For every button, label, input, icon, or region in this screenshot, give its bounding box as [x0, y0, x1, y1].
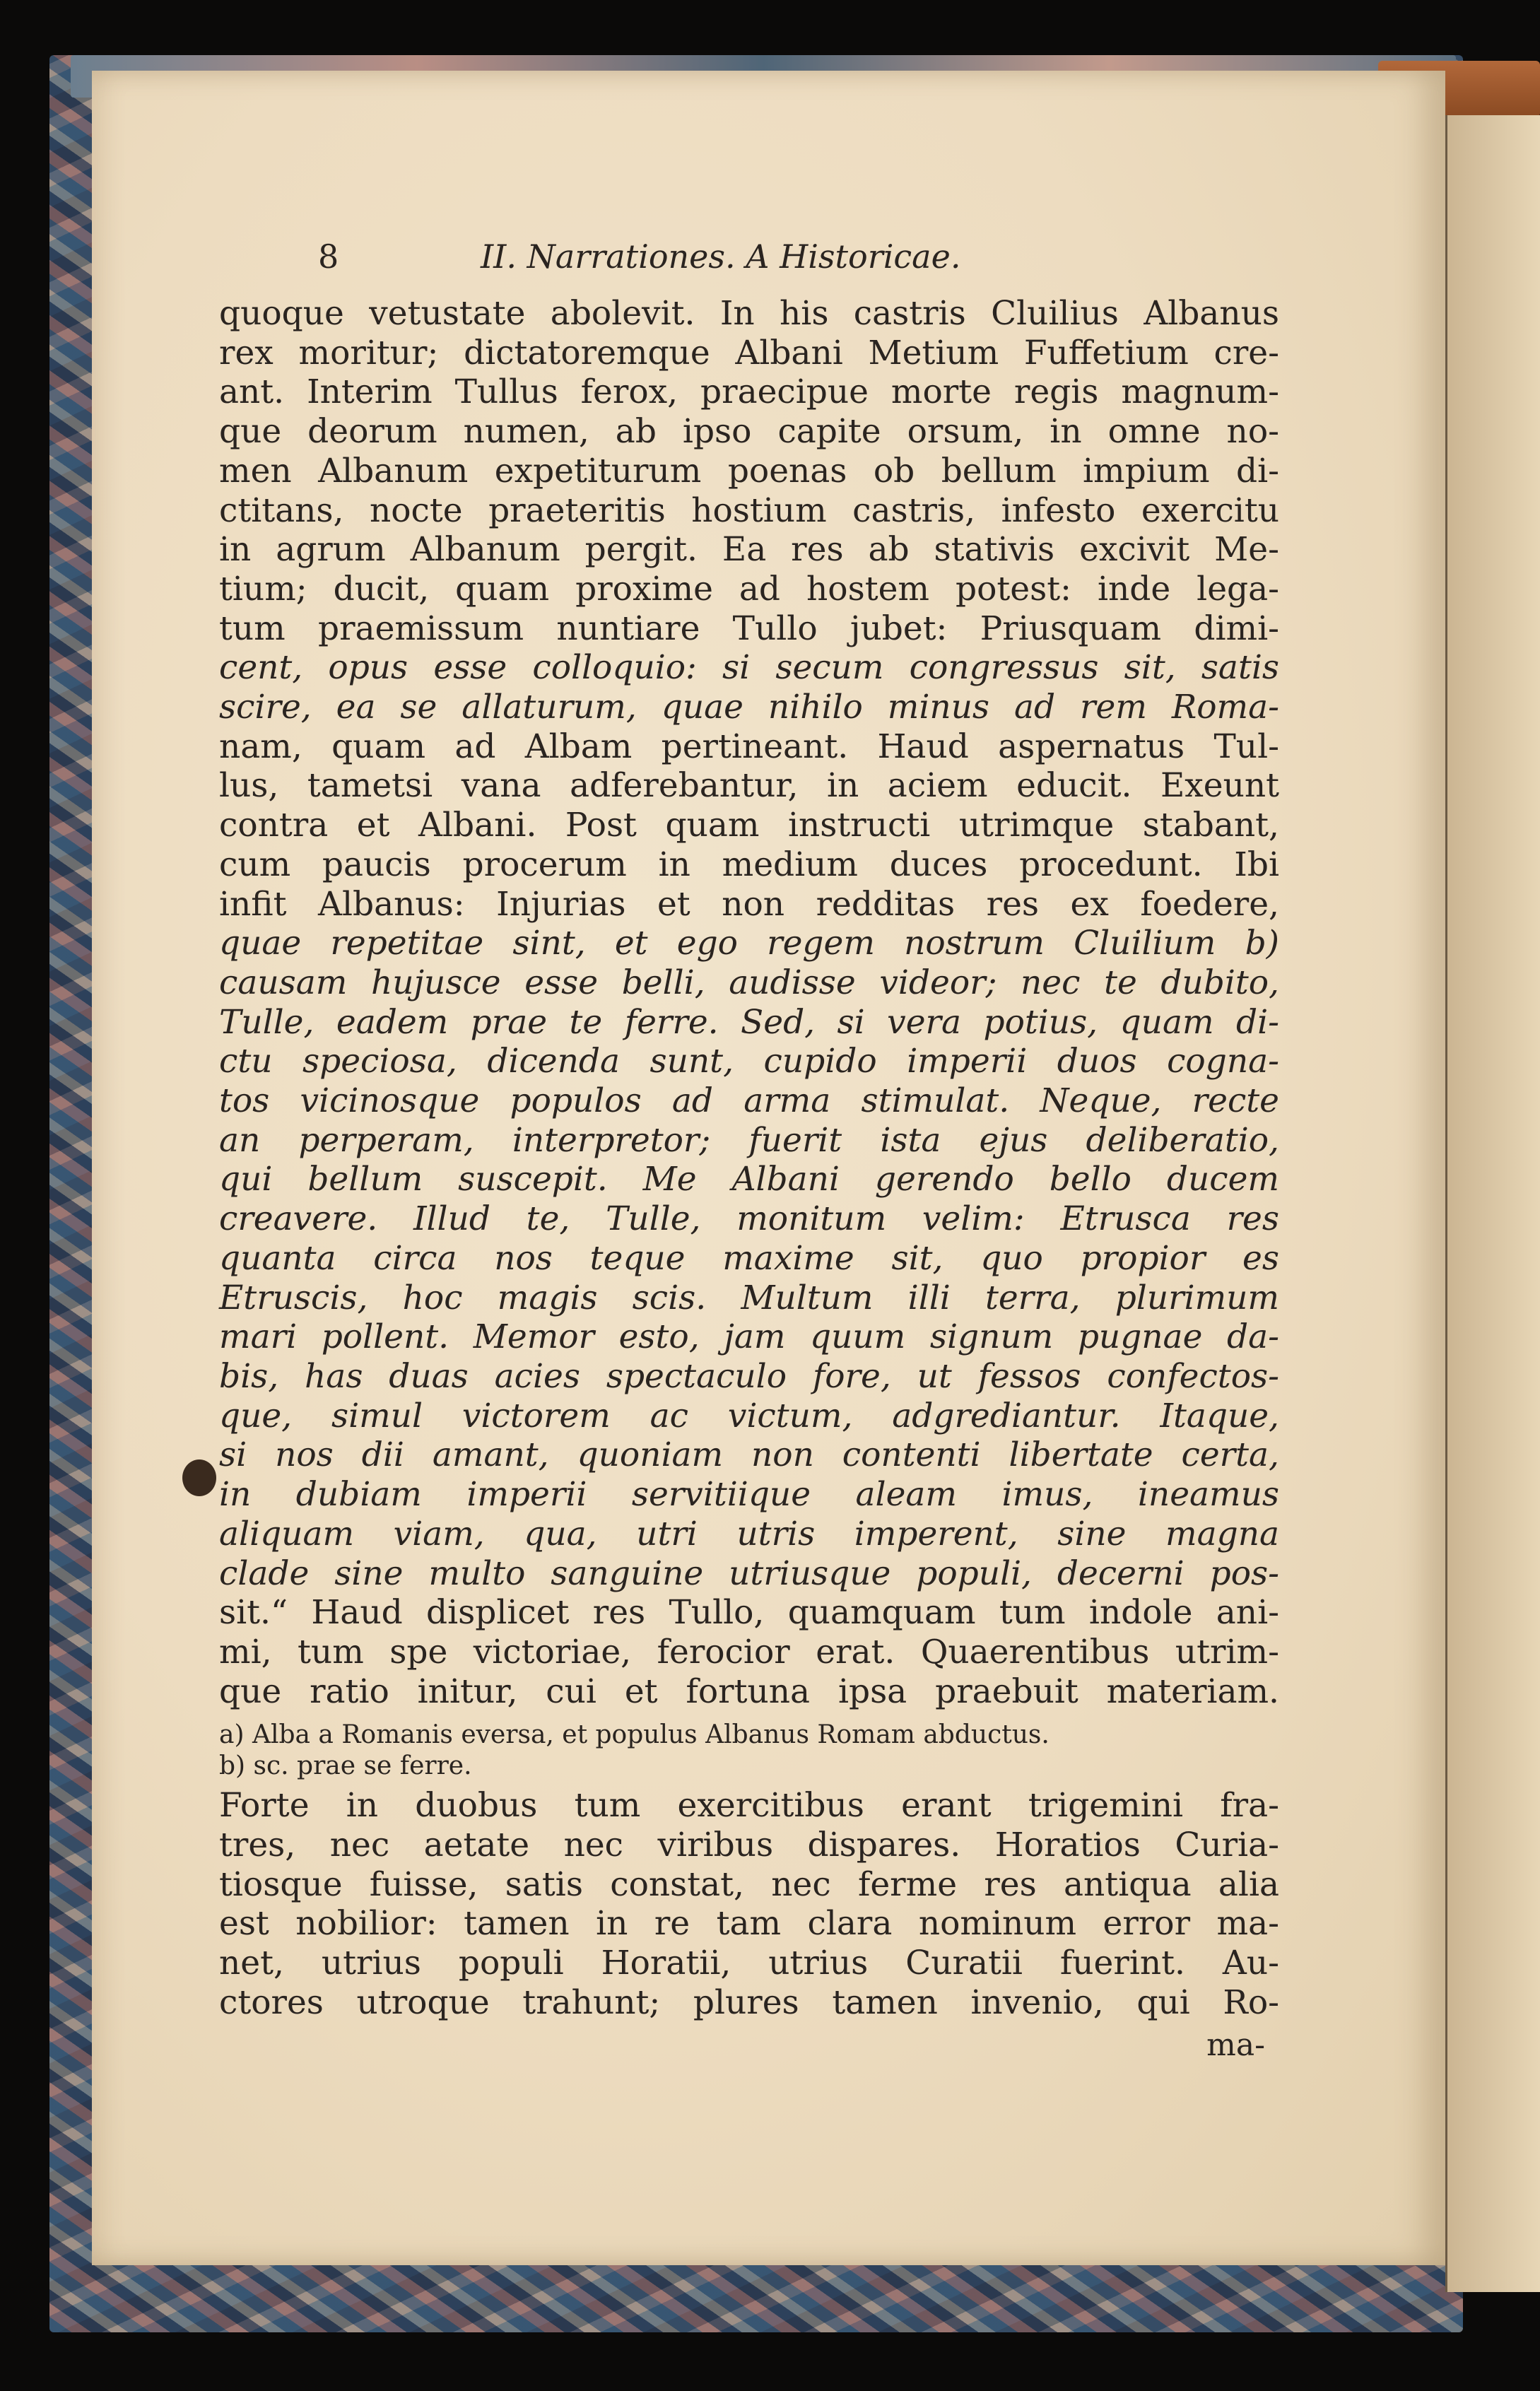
text-line: cent, opus esse colloquio: si secum congressus sit, satis [219, 648, 1279, 688]
text-line: nam, quam ad Albam pertineant. Haud aspernatus Tul- [219, 727, 1279, 766]
main-text [219, 294, 1279, 1711]
text-line: scire, ea se allaturum, quae nihilo minus ad rem Roma- [219, 688, 1279, 727]
facing-page-edge [1445, 115, 1540, 2292]
text-line: men Albanum expetiturum poenas ob bellum impium di- [219, 451, 1279, 490]
text-line: rex moritur; dictatoremque Albani Metium Fuffetium cre- [219, 333, 1279, 372]
text-line: quanta circa nos teque maxime sit, quo propior es [219, 1238, 1279, 1278]
text-line: quoque vetustate abolevit. In his castris Cluilius Albanus [219, 294, 1279, 333]
text-line: in agrum Albanum pergit. Ea res ab stativis excivit Me- [219, 530, 1279, 570]
text-line: bis, has duas acies spectaculo fore, ut fessos confectos- [219, 1356, 1279, 1396]
text-line: ctores utroque trahunt; plures tamen invenio, qui Ro- [219, 1982, 1279, 2022]
text-line: est nobilior: tamen in re tam clara nominum error ma- [219, 1904, 1279, 1944]
page-hole [182, 1459, 216, 1496]
text-line: tos vicinosque populos ad arma stimulat. Neque, recte [219, 1081, 1279, 1121]
text-line: ctu speciosa, dicenda sunt, cupido imperii duos cogna- [219, 1042, 1279, 1081]
text-line: que, simul victorem ac victum, adgrediantur. Itaque, [219, 1396, 1279, 1435]
text-line: aliquam viam, qua, utri utris imperent, sine magna [219, 1514, 1279, 1553]
text-line: mi, tum spe victoriae, ferocior erat. Quaerentibus utrim- [219, 1632, 1279, 1672]
text-line: si nos dii amant, quoniam non contenti libertate certa, [219, 1435, 1279, 1475]
running-title: II. Narrationes. A Historicae. [481, 237, 961, 276]
text-line: ant. Interim Tullus ferox, praecipue morte regis magnum- [219, 372, 1279, 412]
text-line: mari pollent. Memor esto, jam quum signum pugnae da- [219, 1317, 1279, 1357]
main-text-continued [219, 1786, 1279, 2022]
text-line: ctitans, nocte praeteritis hostium castris, infesto exercitu [219, 490, 1279, 530]
text-line: Etruscis, hoc magis scis. Multum illi terra, plurimum [219, 1278, 1279, 1317]
text-line: clade sine multo sanguine utriusque populi, decerni pos- [219, 1553, 1279, 1593]
text-line: cum paucis procerum in medium duces procedunt. Ibi [219, 845, 1279, 884]
footnote: a) Alba a Romanis eversa, et populus Albanus Romam abductus. [219, 1720, 1050, 1750]
text-line: net, utrius populi Horatii, utrius Curatii fuerint. Au- [219, 1944, 1279, 1983]
text-line: Forte in duobus tum exercitibus erant trigemini fra- [219, 1786, 1279, 1826]
text-line: qui bellum suscepit. Me Albani gerendo bello ducem [219, 1160, 1279, 1199]
text-line: tiosque fuisse, satis constat, nec ferme res antiqua alia [219, 1864, 1279, 1904]
page-header [219, 237, 1279, 294]
page-text-block [219, 237, 1279, 2063]
text-line: causam hujusce esse belli, audisse videor; nec te dubito, [219, 963, 1279, 1002]
text-line: sit.“ Haud displicet res Tullo, quamquam tum indole ani- [219, 1593, 1279, 1633]
catchword: ma- [1206, 2026, 1265, 2063]
text-line: tum praemissum nuntiare Tullo jubet: Priusquam dimi- [219, 609, 1279, 648]
text-line: creavere. Illud te, Tulle, monitum velim: Etrusca res [219, 1199, 1279, 1239]
text-line: que deorum numen, ab ipso capite orsum, in omne no- [219, 412, 1279, 452]
text-line: lus, tametsi vana adferebantur, in aciem educit. Exeunt [219, 766, 1279, 806]
text-line: tium; ducit, quam proxime ad hostem potest: inde lega- [219, 569, 1279, 609]
text-line: quae repetitae sint, et ego regem nostrum Cluilium b) [219, 924, 1279, 963]
text-line: tres, nec aetate nec viribus dispares. Horatios Curia- [219, 1826, 1279, 1865]
text-line: que ratio initur, cui et fortuna ipsa praebuit materiam. [219, 1672, 1279, 1711]
footnote: b) sc. prae se ferre. [219, 1751, 472, 1781]
text-line: in dubiam imperii servitiique aleam imus, ineamus [219, 1475, 1279, 1515]
text-line: infit Albanus: Injurias et non redditas res ex foedere, [219, 884, 1279, 924]
text-line: Tulle, eadem prae te ferre. Sed, si vera potius, quam di- [219, 1002, 1279, 1042]
footnotes [219, 1720, 1279, 1782]
text-line: contra et Albani. Post quam instructi utrimque stabant, [219, 806, 1279, 845]
page-number: 8 [318, 237, 339, 276]
text-line: an perperam, interpretor; fuerit ista ejus deliberatio, [219, 1120, 1279, 1160]
